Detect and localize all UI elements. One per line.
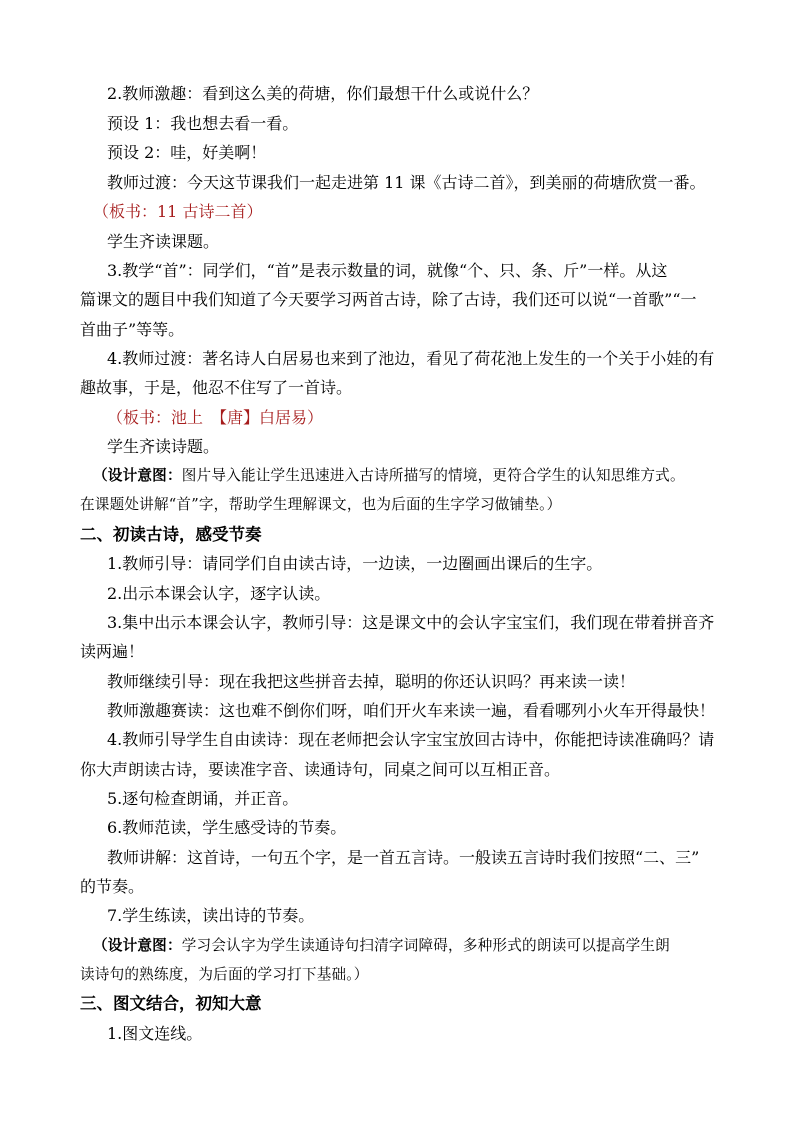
paragraph-line: 教师讲解：这首诗，一句五个字，是一首五言诗。一般读五言诗时我们按照“二、三” [107,848,700,867]
paragraph-line: 2.出示本课会认字，逐字认读。 [107,584,331,603]
paragraph-line: 7.学生练读，读出诗的节奏。 [107,906,315,925]
paragraph-line: 4.教师过渡：著名诗人白居易也来到了池边，看见了荷花池上发生的一个关于小娃的有 [107,349,715,368]
paragraph-line: 1.图文连线。 [107,1024,203,1043]
design-intent-label: （设计意图： [93,467,182,484]
paragraph-line: 6.教师范读，学生感受诗的节奏。 [107,818,347,837]
paragraph-line: 3.集中出示本课会认字，教师引导：这是课文中的会认字宝宝们，我们现在带着拼音齐 [107,613,715,632]
section-heading: 三、图文结合，初知大意 [80,994,262,1013]
paragraph-line: 学生齐读课题。 [107,232,220,251]
design-intent-text: 图片导入能让学生迅速进入古诗所描写的情境，更符合学生的认知思维方式。 [181,467,685,484]
paragraph-line: 4.教师引导学生自由读诗：现在老师把会认字宝宝放回古诗中，你能把诗读准确吗？请 [107,730,715,749]
design-intent-label: （设计意图： [93,937,182,954]
design-intent-note: 在课题处讲解“首”字，帮助学生理解课文，也为后面的生字学习做铺垫。） [80,496,562,513]
blackboard-note: （板书：11 古诗二首） [93,202,263,221]
paragraph-line: 教师继续引导：现在我把这些拼音去掉，聪明的你还认识吗？再来读一读！ [107,672,636,691]
paragraph-line: 读两遍！ [80,642,145,661]
paragraph-line: 学生齐读诗题。 [107,437,220,456]
paragraph-line: 3.教学“首”：同学们，“首”是表示数量的词，就像“个、只、条、斤”一样。从这 [107,261,668,280]
paragraph-line: 教师激趣赛读：这也难不倒你们呀，咱们开火车来读一遍，看看哪列小火车开得最快！ [107,701,716,720]
paragraph-line: 预设 1：我也想去看一看。 [107,114,299,133]
paragraph-line: 5.逐句检查朗诵，并正音。 [107,789,299,808]
paragraph-line: 预设 2：哇，好美啊！ [107,143,267,162]
paragraph-line: 1.教师引导：请同学们自由读古诗，一边读，一边圈画出课后的生字。 [107,554,603,573]
blackboard-note: （板书：池上 【唐】白居易） [107,408,324,427]
paragraph-line: 篇课文的题目中我们知道了今天要学习两首古诗，除了古诗，我们还可以说“一首歌”“一 [80,290,697,309]
paragraph-line: 趣故事，于是，他忍不住写了一首诗。 [80,378,353,397]
design-intent-note: 读诗句的熟练度，为后面的学习打下基础。） [80,966,369,983]
design-intent-note [93,935,670,957]
paragraph-line: 的节奏。 [80,877,145,896]
paragraph-line: 你大声朗读古诗，要读准字音、读通诗句，同桌之间可以互相正音。 [80,760,561,779]
section-heading: 二、初读古诗，感受节奏 [80,525,262,544]
paragraph-line: 教师过渡：今天这节课我们一起走进第 11 课《古诗二首》，到美丽的荷塘欣赏一番。 [107,173,706,192]
paragraph-line: 2.教师激趣：看到这么美的荷塘，你们最想干什么或说什么？ [107,84,539,103]
design-intent-note [93,465,685,487]
design-intent-text: 学习会认字为学生读通诗句扫清字词障碍，多种形式的朗读可以提高学生朗 [181,937,670,954]
paragraph-line: 首曲子”等等。 [80,320,185,339]
